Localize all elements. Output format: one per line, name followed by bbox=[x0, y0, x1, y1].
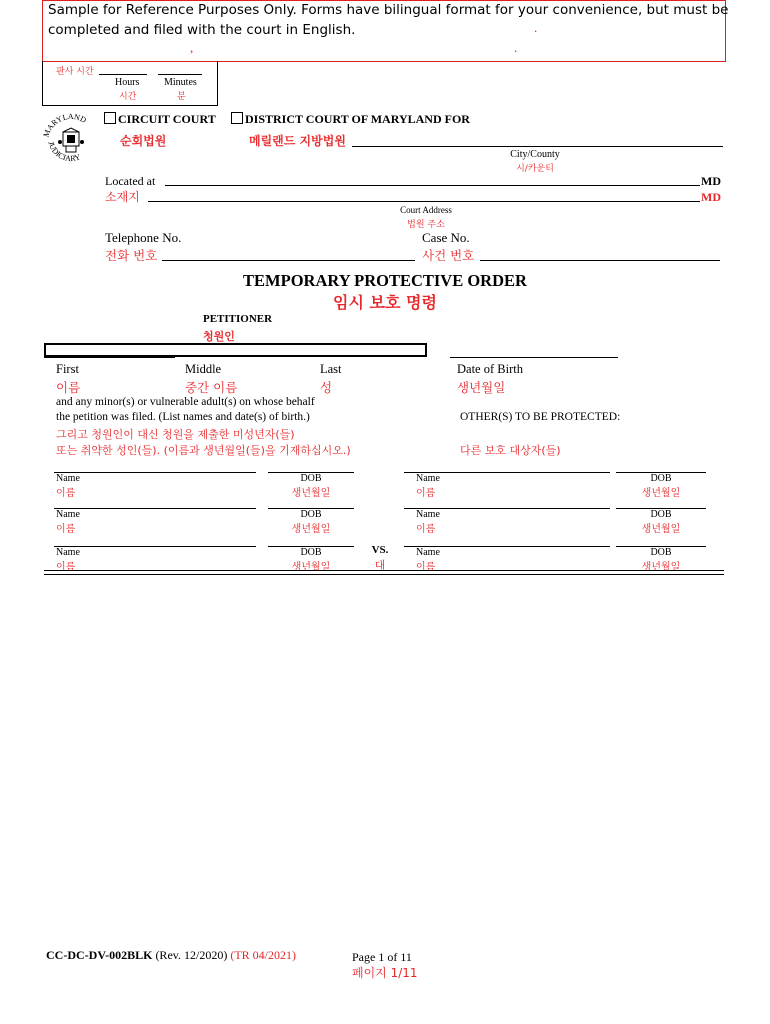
located-at-field[interactable] bbox=[165, 185, 700, 186]
city-county-label: City/County bbox=[510, 149, 560, 160]
last-name-label-kr: 성 bbox=[320, 380, 333, 395]
name-label: Name bbox=[56, 547, 80, 558]
md-suffix: MD bbox=[701, 174, 721, 188]
form-revision: (Rev. 12/2020) bbox=[155, 948, 228, 962]
minor-name-field[interactable] bbox=[54, 546, 256, 547]
located-at-label-kr: 소재지 bbox=[105, 190, 140, 204]
seal-bottom-text: JUDICIARY bbox=[46, 140, 82, 164]
form-translation-revision: (TR 04/2021) bbox=[230, 948, 296, 962]
case-number-field[interactable] bbox=[480, 260, 720, 261]
form-title: TEMPORARY PROTECTIVE ORDER bbox=[243, 271, 527, 290]
hours-label: Hours bbox=[115, 77, 140, 88]
name-label-kr: 이름 bbox=[416, 562, 436, 573]
versus-label: VS. bbox=[371, 544, 389, 556]
name-label: Name bbox=[416, 473, 440, 484]
petitioner-label-kr: 청원인 bbox=[203, 330, 235, 343]
dob-label: DOB bbox=[650, 473, 672, 484]
located-at-field-kr[interactable] bbox=[148, 201, 700, 202]
judge-time-label: 판사 시간 bbox=[56, 67, 94, 77]
case-number-label: Case No. bbox=[422, 230, 470, 245]
first-name-label-kr: 이름 bbox=[56, 380, 81, 395]
circuit-court-checkbox[interactable] bbox=[104, 112, 116, 124]
middle-name-label: Middle bbox=[185, 362, 222, 376]
petitioner-name-redaction bbox=[44, 343, 427, 357]
name-label-kr: 이름 bbox=[56, 488, 76, 499]
court-address-label-kr: 법원 주소 bbox=[407, 220, 445, 230]
telephone-field[interactable] bbox=[162, 260, 415, 261]
name-label: Name bbox=[56, 509, 80, 520]
svg-text:MARYLAND bbox=[42, 112, 88, 138]
others-protected-label: OTHER(S) TO BE PROTECTED: bbox=[460, 411, 621, 423]
last-name-label: Last bbox=[320, 362, 342, 376]
district-court-option[interactable] bbox=[231, 112, 470, 127]
circuit-court-option[interactable] bbox=[104, 112, 216, 127]
dob-label-kr: 생년월일 bbox=[291, 488, 331, 499]
dob-label: DOB bbox=[300, 547, 322, 558]
form-title-kr: 임시 보호 명령 bbox=[333, 293, 437, 312]
dob-label-kr: 생년월일 bbox=[291, 524, 331, 535]
minors-text-line2: the petition was filed. (List names and date(s) of birth.) bbox=[56, 411, 310, 423]
dob-label-kr: 생년월일 bbox=[291, 562, 331, 573]
district-court-checkbox[interactable] bbox=[231, 112, 243, 124]
date-of-birth-label: Date of Birth bbox=[457, 362, 523, 376]
minor-name-field[interactable] bbox=[54, 508, 256, 509]
notice-dot: . bbox=[534, 20, 538, 35]
first-name-label: First bbox=[56, 362, 79, 376]
minors-text-line1: and any minor(s) or vulnerable adult(s) on whose behalf bbox=[56, 396, 315, 408]
maryland-judiciary-seal bbox=[40, 108, 102, 170]
name-label: Name bbox=[416, 547, 440, 558]
dob-label-kr: 생년월일 bbox=[641, 562, 681, 573]
circuit-court-label-kr: 순회법원 bbox=[120, 134, 167, 148]
notice-comma: , bbox=[190, 40, 194, 55]
telephone-label-kr: 전화 번호 bbox=[105, 248, 158, 263]
reference-notice-line1: Sample for Reference Purposes Only. Forms have bilingual format for your convenience, but must be bbox=[48, 2, 729, 18]
telephone-label: Telephone No. bbox=[105, 230, 182, 245]
district-court-label-kr: 메릴랜드 지방법원 bbox=[249, 134, 346, 148]
petitioner-name-field[interactable] bbox=[44, 357, 175, 358]
name-label-kr: 이름 bbox=[416, 488, 436, 499]
dob-label: DOB bbox=[300, 509, 322, 520]
hours-label-kr: 시간 bbox=[119, 92, 137, 102]
minors-text-line1-kr: 그리고 청원인이 대신 청원을 제출한 미성년자(들) bbox=[56, 428, 295, 441]
middle-name-label-kr: 중간 이름 bbox=[185, 380, 238, 395]
reference-notice-line2: completed and filed with the court in English. bbox=[48, 22, 356, 38]
page-number: Page 1 of 11 bbox=[352, 950, 412, 964]
name-label-kr: 이름 bbox=[416, 524, 436, 535]
circuit-court-label: CIRCUIT COURT bbox=[118, 112, 216, 126]
section-divider bbox=[44, 570, 724, 575]
seal-top-text: MARYLAND bbox=[41, 111, 88, 139]
name-label-kr: 이름 bbox=[56, 524, 76, 535]
name-label-kr: 이름 bbox=[56, 562, 76, 573]
petitioner-dob-field[interactable] bbox=[450, 357, 618, 358]
md-suffix-kr: MD bbox=[701, 190, 721, 204]
minutes-label: Minutes bbox=[164, 77, 197, 88]
name-label: Name bbox=[56, 473, 80, 484]
district-court-label: DISTRICT COURT OF MARYLAND FOR bbox=[245, 112, 470, 126]
minutes-label-kr: 분 bbox=[177, 92, 186, 102]
name-label: Name bbox=[416, 509, 440, 520]
dob-label-kr: 생년월일 bbox=[641, 524, 681, 535]
minors-text-line2-kr: 또는 취약한 성인(들). (이름과 생년월일(들)을 기재하십시오.) bbox=[56, 444, 351, 457]
dob-label-kr: 생년월일 bbox=[641, 488, 681, 499]
notice-dot: . bbox=[514, 40, 518, 55]
date-of-birth-label-kr: 생년월일 bbox=[457, 380, 506, 395]
dob-label: DOB bbox=[300, 473, 322, 484]
dob-label: DOB bbox=[650, 509, 672, 520]
others-protected-label-kr: 다른 보호 대상자(들) bbox=[460, 444, 561, 457]
dob-label: DOB bbox=[650, 547, 672, 558]
case-number-label-kr: 사건 번호 bbox=[422, 248, 475, 263]
versus-label-kr: 대 bbox=[374, 559, 386, 572]
minor-name-field[interactable] bbox=[54, 472, 256, 473]
city-county-label-kr: 시/카운티 bbox=[516, 164, 554, 174]
hours-field[interactable] bbox=[99, 74, 147, 75]
city-county-field[interactable] bbox=[352, 146, 723, 147]
petitioner-label: PETITIONER bbox=[203, 313, 273, 325]
court-address-label: Court Address bbox=[400, 205, 452, 215]
form-footer-id bbox=[46, 948, 296, 963]
form-id: CC-DC-DV-002BLK bbox=[46, 948, 153, 962]
page-number-kr: 페이지 1/11 bbox=[352, 966, 418, 980]
located-at-label: Located at bbox=[105, 174, 156, 188]
minutes-field[interactable] bbox=[158, 74, 202, 75]
